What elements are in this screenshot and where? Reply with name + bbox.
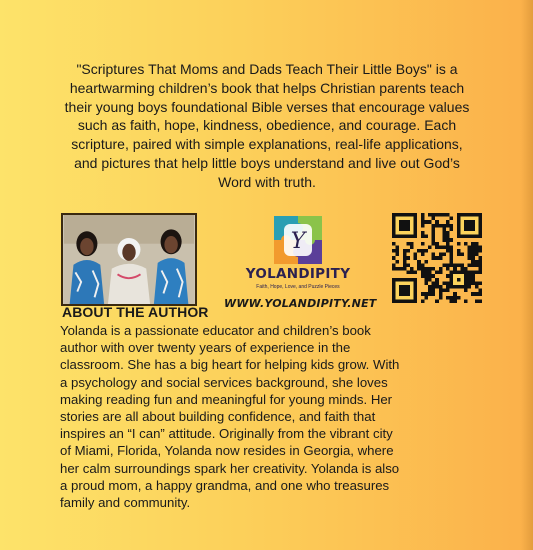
website-url[interactable]: WWW.YOLANDIPITY.NET <box>224 297 377 310</box>
qr-code[interactable] <box>392 213 482 303</box>
yolandipity-logo <box>240 214 370 294</box>
logo-name: YOLANDIPITY <box>245 266 351 282</box>
logo-tagline: Faith, Hope, Love, and Puzzle Pieces <box>256 284 340 290</box>
about-the-author-heading: ABOUT THE AUTHOR <box>62 304 209 320</box>
book-description: "Scriptures That Moms and Dads Teach Their Little Boys" is a heartwarming children’s book that helps Christian parents teach their young boys foundational Bible verses that encourage values such as faith, hope, kindness, obedience, and courage. Each scripture, paired with simple explanations, real-life applications, and pictures that help little boys understand and live out God’s Word with truth. <box>64 61 470 190</box>
logo-mark-letter: Y <box>290 229 306 254</box>
author-family-photo-icon <box>63 215 195 304</box>
puzzle-logo-icon <box>272 214 324 266</box>
author-bio: Yolanda is a passionate educator and children’s book author with over twenty years of experience in the classroom. She has a big heart for helping kids grow. With a psychology and social services background, she loves making reading fun and meaningful for young minds. Her stories are all about building confidence, and faith that inspires an “I can” attitude. Originally from the vibrant city of Miami, Florida, Yolanda now resides in Georgia, where her calm surroundings spark her creativity. Yolanda is also a proud mom, a happy grandma, and one who treasures family and community. <box>60 323 400 511</box>
qr-code-icon <box>392 213 482 303</box>
author-photo <box>61 213 197 306</box>
